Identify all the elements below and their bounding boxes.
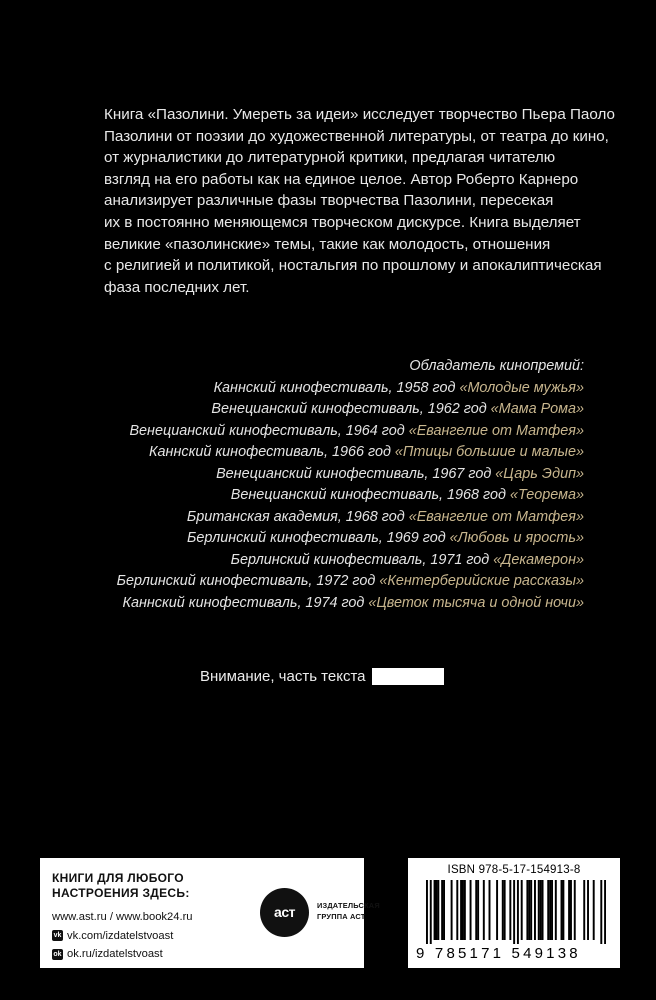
redaction-block xyxy=(372,668,444,685)
promo-heading xyxy=(52,871,190,901)
award-item xyxy=(64,593,584,615)
description-line: их в постоянно меняющемся творческом дискурсе. Книга выделяет xyxy=(104,213,581,231)
award-event: Венецианский кинофестиваль, 1967 год xyxy=(216,465,492,482)
isbn-text: ISBN 978-5-17-154913-8 xyxy=(447,864,581,876)
barcode-bar xyxy=(437,880,439,940)
barcode-bar xyxy=(561,880,563,940)
barcode-bar xyxy=(593,880,595,940)
description-line: с религией и политикой, ностальгия по прошлому и апокалиптическая xyxy=(104,257,602,275)
vk-text: vk.com/izdatelstvoast xyxy=(67,929,174,942)
ok-link[interactable] xyxy=(52,945,193,964)
barcode-bar xyxy=(549,880,551,940)
award-film: «Теорема» xyxy=(509,487,584,503)
publisher-name xyxy=(317,900,380,922)
publisher-info-box xyxy=(40,858,380,968)
barcode-bar xyxy=(460,880,462,940)
barcode-bar xyxy=(477,880,479,940)
barcode-bar xyxy=(451,880,453,940)
barcode-bar xyxy=(562,880,564,940)
award-film: «Царь Эдип» xyxy=(495,465,584,482)
barcode-bar xyxy=(570,880,572,940)
award-item xyxy=(64,399,584,421)
description-line: анализирует различные фазы творчества Пазолини, пересекая xyxy=(104,192,554,210)
award-event: Венецианский кинофестиваль, 1968 год xyxy=(230,487,506,503)
barcode-bar xyxy=(587,880,589,940)
barcode-bar xyxy=(583,880,585,940)
award-item xyxy=(64,571,584,593)
barcode-bar xyxy=(483,880,485,940)
barcode-bar xyxy=(526,880,528,940)
ok-text: ok.ru/izdatelstvoast xyxy=(67,948,163,960)
award-event: Венецианский кинофестиваль, 1964 год xyxy=(129,422,405,439)
barcode-bar xyxy=(502,880,504,940)
award-film: «Евангелие от Матфея» xyxy=(408,508,584,525)
barcode-bar xyxy=(547,880,549,940)
award-film: «Декамерон» xyxy=(493,551,584,568)
award-film: «Цветок тысяча и одной ночи» xyxy=(368,594,584,611)
award-film: «Мама Рома» xyxy=(490,401,584,417)
websites-text: www.ast.ru / www.book24.ru xyxy=(52,911,193,923)
award-event: Берлинский кинофестиваль, 1972 год xyxy=(116,573,376,589)
ean-digits: 9 785171 549138 xyxy=(416,945,581,962)
barcode-bar xyxy=(517,880,519,944)
barcode-bar xyxy=(435,880,437,940)
barcode-bar xyxy=(509,880,511,940)
notice xyxy=(200,668,444,685)
barcode-bar xyxy=(574,880,576,940)
barcode-bar xyxy=(540,880,542,940)
publisher-line: ИЗДАТЕЛЬСКАЯ xyxy=(317,901,380,910)
barcode-bar xyxy=(489,880,491,940)
publisher-links xyxy=(52,908,193,964)
barcode-bar xyxy=(513,880,515,944)
promo-line: НАСТРОЕНИЯ ЗДЕСЬ: xyxy=(52,886,190,900)
barcode-bar xyxy=(504,880,506,940)
award-item xyxy=(64,507,584,529)
vk-icon: vk xyxy=(53,932,62,940)
description-line: взгляд на его работы как на единое целое. Автор Роберто Карнеро xyxy=(104,170,579,188)
barcode-bar xyxy=(568,880,570,940)
barcode-bar xyxy=(441,880,443,940)
award-item xyxy=(64,528,584,550)
barcode-bar xyxy=(475,880,477,940)
barcode-box xyxy=(408,858,620,968)
barcode-bar xyxy=(528,880,530,940)
barcode-bar xyxy=(530,880,532,940)
barcode-image xyxy=(426,880,606,944)
websites-link[interactable] xyxy=(52,908,193,927)
promo-line: КНИГИ ДЛЯ ЛЮБОГО xyxy=(52,871,184,885)
barcode-bar xyxy=(534,880,536,940)
barcode-bar xyxy=(551,880,553,940)
barcode-bar xyxy=(443,880,445,940)
awards-heading: Обладатель кинопремий: xyxy=(409,358,584,374)
awards-list xyxy=(64,356,584,614)
award-film: «Евангелие от Матфея» xyxy=(408,422,584,439)
barcode-bar xyxy=(542,880,544,940)
award-event: Берлинский кинофестиваль, 1971 год xyxy=(230,551,490,568)
book-description xyxy=(104,104,615,298)
description-line: великие «пазолинские» темы, такие как молодость, отношения xyxy=(104,235,551,253)
award-item xyxy=(64,550,584,572)
barcode-bar xyxy=(496,880,498,940)
description-line: Книга «Пазолини. Умереть за идеи» исследует творчество Пьера Паоло xyxy=(104,106,615,123)
award-item xyxy=(64,442,584,464)
vk-link[interactable] xyxy=(52,927,193,946)
barcode-bar xyxy=(434,880,436,940)
notice-text: Внимание, часть текста xyxy=(200,668,366,685)
ok-icon: ok xyxy=(53,950,62,958)
barcode-bar xyxy=(470,880,472,940)
publisher-line: ГРУППА АСТ xyxy=(317,912,366,921)
award-event: Британская академия, 1968 год xyxy=(186,508,405,525)
award-item xyxy=(64,378,584,400)
barcode-bar xyxy=(430,880,432,944)
barcode-bar xyxy=(462,880,464,940)
barcode-bar xyxy=(555,880,557,940)
award-event: Венецианский кинофестиваль, 1962 год xyxy=(211,401,487,417)
award-item xyxy=(64,421,584,443)
award-event: Каннский кинофестиваль, 1974 год xyxy=(122,594,365,611)
award-item xyxy=(64,464,584,486)
barcode-bar xyxy=(521,880,523,940)
award-item xyxy=(64,485,584,507)
ast-logo: аст xyxy=(260,888,309,937)
barcode-bar xyxy=(456,880,458,940)
barcode-bar xyxy=(426,880,428,944)
award-event: Каннский кинофестиваль, 1966 год xyxy=(149,444,391,460)
barcode-bar xyxy=(604,880,606,944)
description-line: фаза последних лет. xyxy=(104,278,250,296)
award-film: «Молодые мужья» xyxy=(459,379,584,396)
barcode-bar xyxy=(600,880,602,944)
description-line: от журналистики до литературной критики, предлагая читателю xyxy=(104,149,556,167)
award-film: «Кентерберийские рассказы» xyxy=(379,573,584,589)
award-event: Берлинский кинофестиваль, 1969 год xyxy=(187,530,446,546)
award-film: «Любовь и ярость» xyxy=(449,530,584,546)
barcode-bar xyxy=(538,880,540,940)
barcode-bar xyxy=(464,880,466,940)
description-line: Пазолини от поэзии до художественной литературы, от театра до кино, xyxy=(104,127,609,145)
award-event: Каннский кинофестиваль, 1958 год xyxy=(213,379,456,396)
award-film: «Птицы большие и малые» xyxy=(394,444,584,460)
